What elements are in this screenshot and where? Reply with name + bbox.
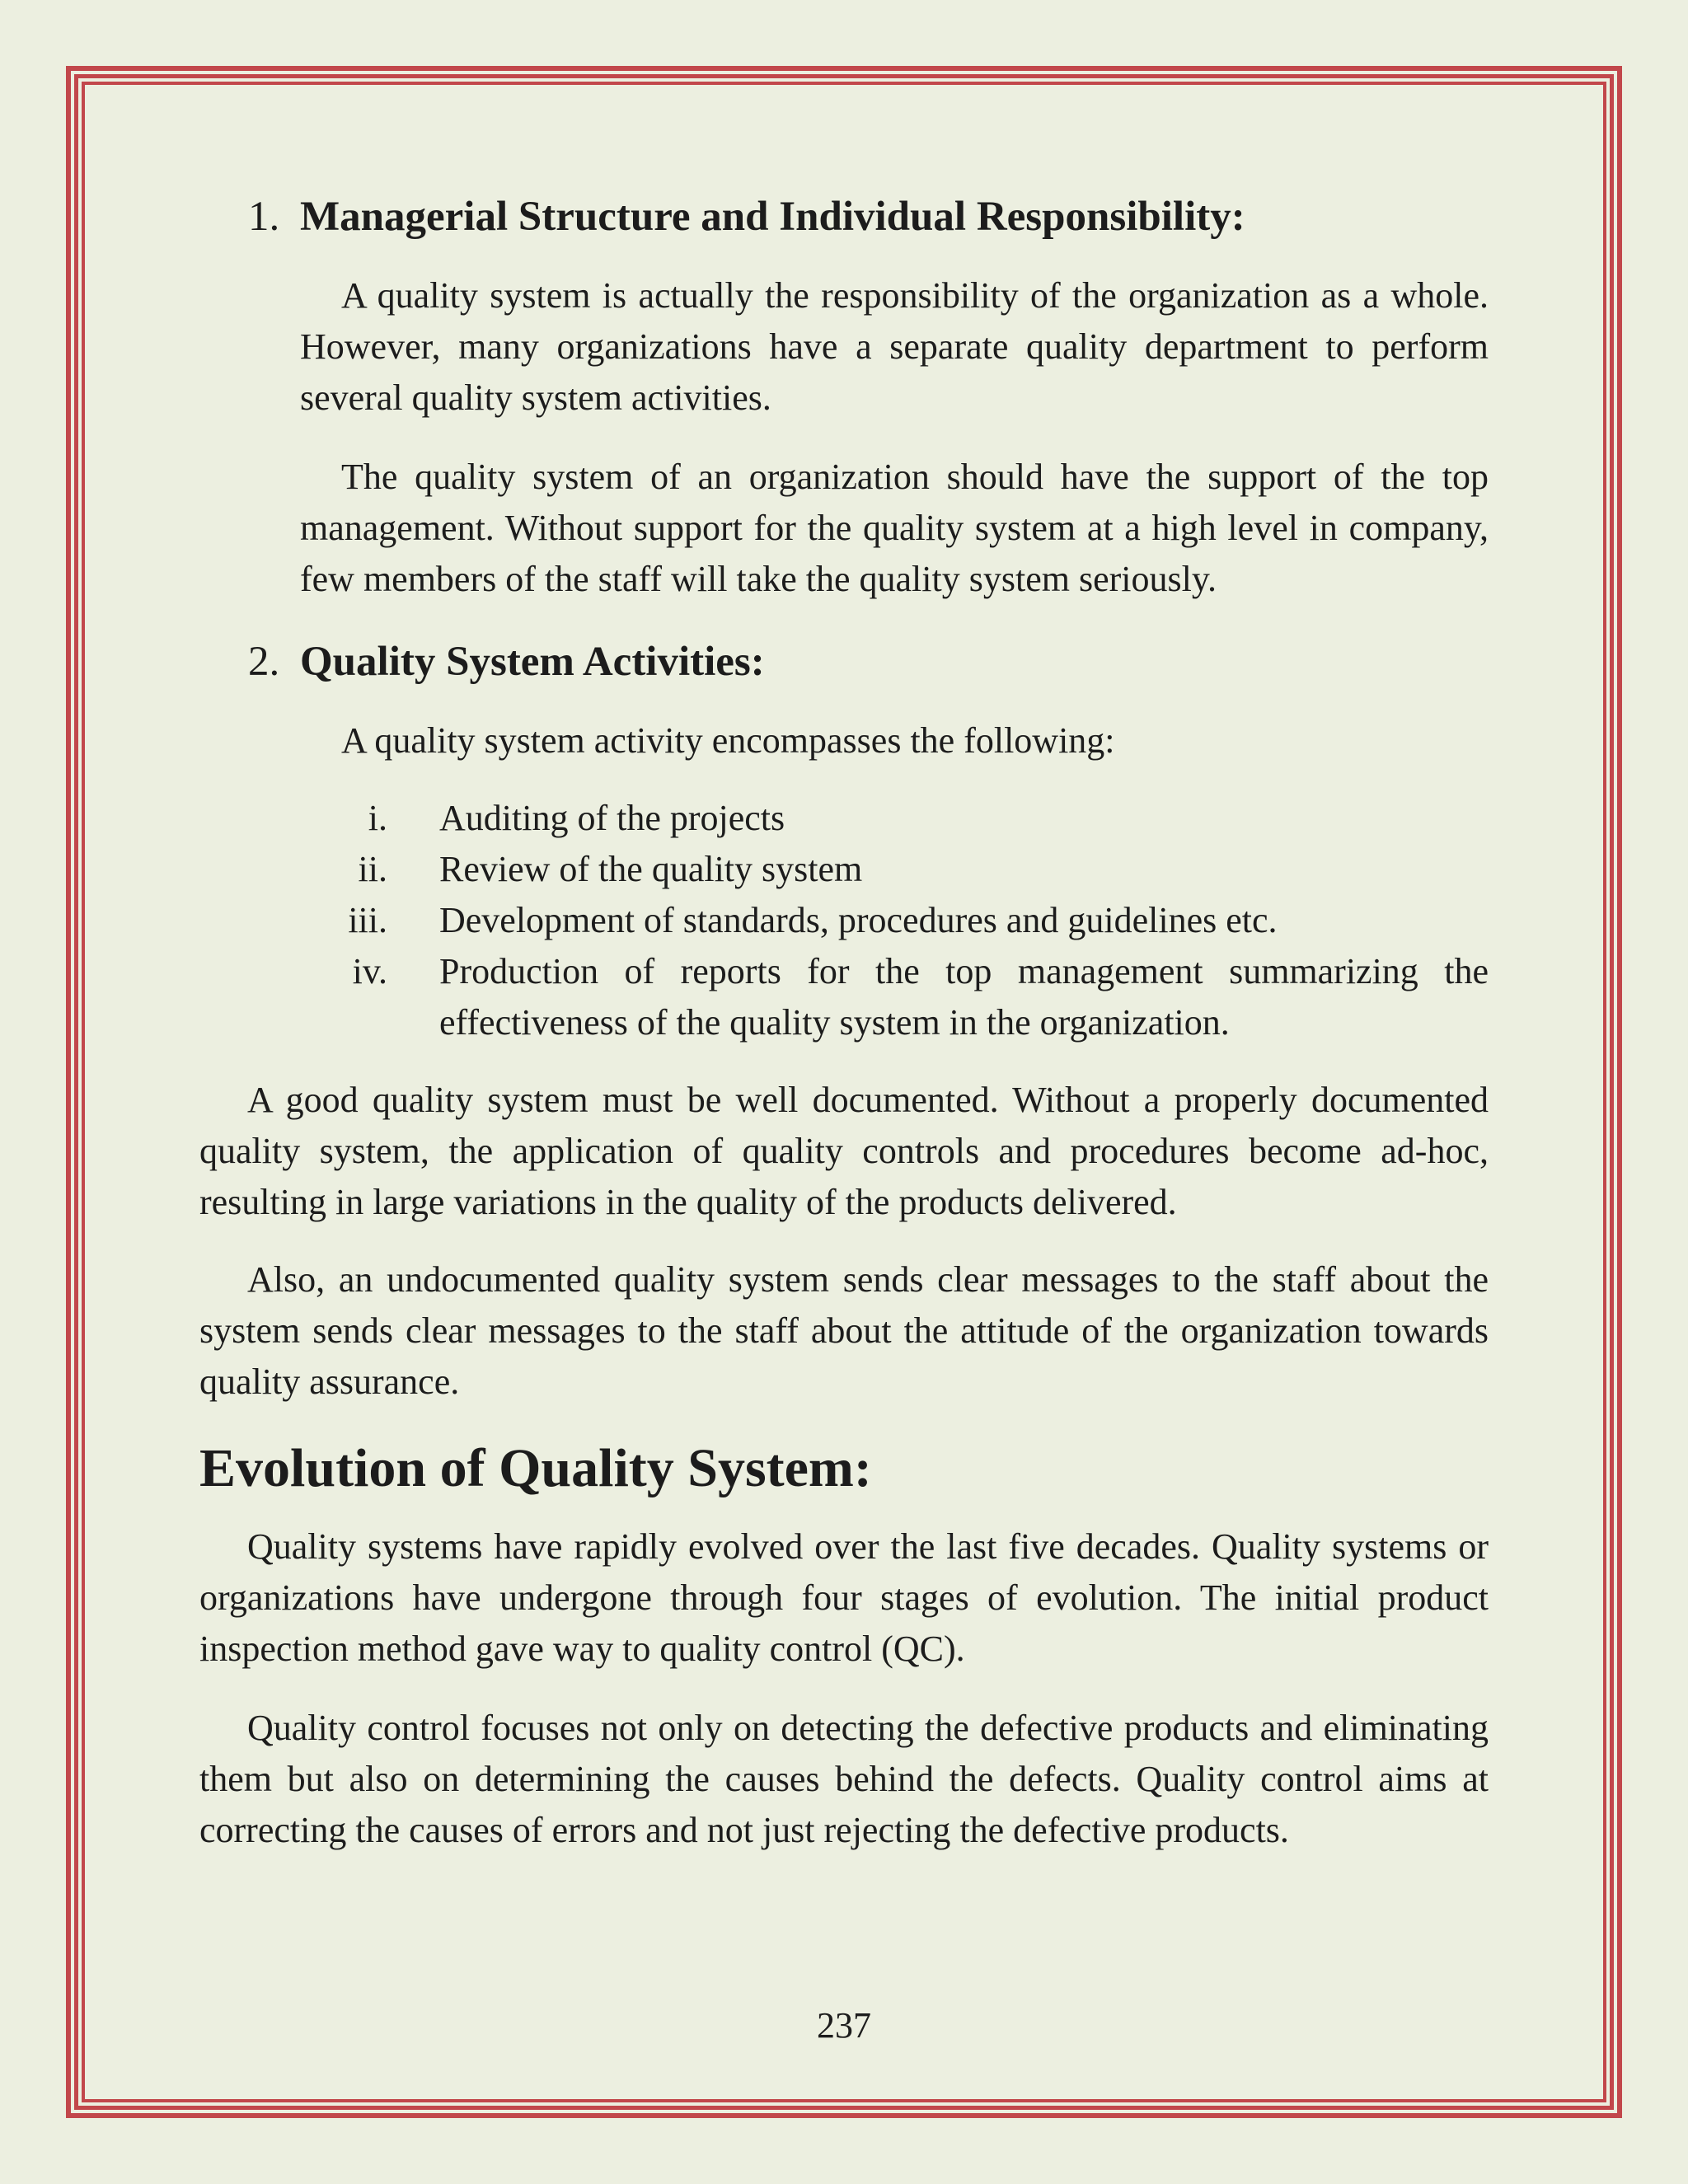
section-number: 1. — [248, 194, 280, 240]
paragraph: Quality control focuses not only on detecting the defective products and eliminating them but also on determining the causes behind the defects. Quality control aims at correcting the causes of errors and not just rejecting the defective products. — [199, 1708, 1489, 1850]
section-heading-1 — [199, 191, 1489, 242]
paragraph: Quality systems have rapidly evolved over the last five decades. Quality systems or organizations have undergone through four stages of evolution. The initial product inspection method gave way to quality control (QC). — [199, 1526, 1489, 1669]
paragraph: Also, an undocumented quality system sends clear messages to the staff about the system sends clear messages to the staff about the attitude of the organization towards quality assurance. — [199, 1259, 1489, 1402]
list-item-text: Development of standards, procedures and guidelines etc. — [439, 900, 1278, 940]
section-title: Quality System Activities: — [300, 639, 765, 685]
paragraph: A quality system activity encompasses the following: — [341, 720, 1115, 761]
page-number: 237 — [817, 2005, 871, 2046]
page-content — [199, 191, 1489, 1856]
list-item — [199, 844, 1489, 895]
list-numeral: iv. — [352, 951, 387, 991]
activity-list — [199, 793, 1489, 1048]
list-numeral: ii. — [358, 849, 387, 889]
list-item-text: Review of the quality system — [439, 849, 863, 889]
list-numeral: iii. — [348, 900, 387, 940]
list-item — [199, 895, 1489, 946]
section-heading-2 — [199, 636, 1489, 687]
section-number: 2. — [248, 639, 280, 685]
list-item-text: Production of reports for the top management summarizing the effectiveness of the quality system in the organization. — [439, 951, 1489, 1043]
list-item-text: Auditing of the projects — [439, 798, 785, 838]
list-numeral: i. — [368, 798, 387, 838]
section-title: Managerial Structure and Individual Responsibility: — [300, 194, 1245, 240]
paragraph: The quality system of an organization should have the support of the top management. Without support for the quality system at a high level in company, few members of the staff will take the quality system seriously. — [300, 457, 1489, 599]
evolution-heading: Evolution of Quality System: — [199, 1438, 872, 1498]
paragraph: A good quality system must be well documented. Without a properly documented quality system, the application of quality controls and procedures become ad-hoc, resulting in large variations in the quality of the products delivered. — [199, 1080, 1489, 1222]
list-item — [199, 946, 1489, 1048]
list-item — [199, 793, 1489, 844]
paragraph: A quality system is actually the responsibility of the organization as a whole. However, many organizations have a separate quality department to perform several quality system activities. — [300, 275, 1489, 418]
